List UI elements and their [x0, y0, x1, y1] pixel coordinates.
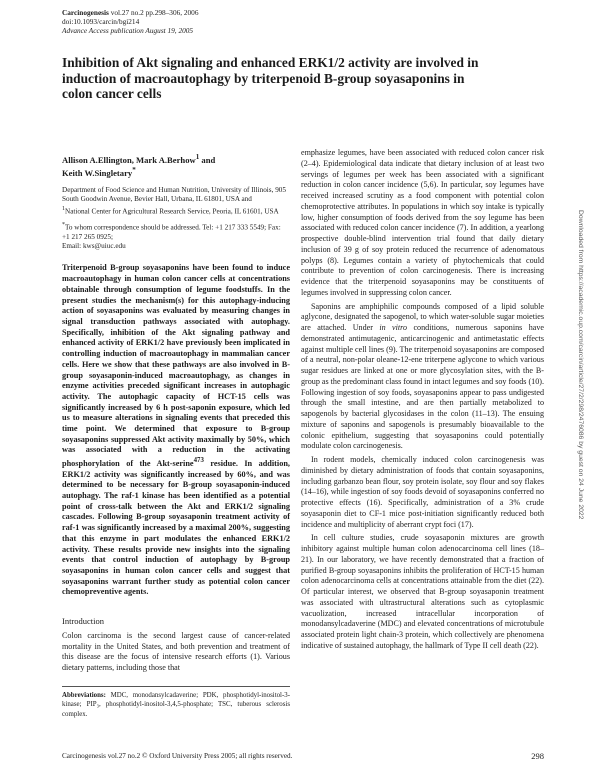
correspondence-email[interactable]: Email: kws@uiuc.edu — [62, 242, 126, 251]
citation-line — [62, 8, 362, 17]
affiliations — [62, 186, 290, 216]
volume-pages: vol.27 no.2 pp.298–306, 2006 — [108, 8, 199, 17]
article-title: Inhibition of Akt signaling and enhanced ERK1/2 activity are involved in induction of macroautophagy by triterpenoid B-group soyasaponins in colon cancer cells — [62, 55, 479, 101]
abstract-text-2: residue. In addition, ERK1/2 activity was significantly increased by 60%, and was determined to be necessary for B-group soyasaponin-induced autophagy. The raf-1 kinase has been identified as a potential point of cross-talk between the Akt and ERK1/2 signaling cascades. Following B-group soyasaponin treatment activity of raf-1 was significantly increased by a maximal 200%, suggesting that this enzyme in part modulates the enhanced ERK1/2 activity. These results provide new insights into the signaling events that control induction of autophagy by B-group soyasaponins in human colon cancer cells and suggest that soyasaponins warrant further study as potential colon cancer chemopreventive agents. — [62, 458, 290, 597]
right-column — [301, 148, 544, 652]
correspondence-text: To whom correspondence should be addressed. Tel: +1 217 333 5549; Fax: +1 217 265 0925; — [62, 223, 281, 241]
abbreviations-text: MDC, monodansylcadaverine; PDK, phosphotidyl-inositol-3-kinase; PIP₃, phosphotidyl-inositol-3,4,5-phosphate; TSC, tuberous sclerosis complex. — [62, 692, 290, 718]
body-paragraph-3: In rodent models, chemically induced colon carcinogenesis was diminished by dietary administration of foods that contain soyasaponins, including garbanzo bean flour, soy protein isolate, soy flour and soy flakes (14–16), while ingestion of soy foods devoid of soyasaponins conferred no protective effects (16). Specifically, administration of a 3% crude soyasaponin diet to CF-1 mice post-initiation significantly reduced both incidence and multiplicity of aberrant crypt foci (17). — [301, 455, 544, 529]
footnote-divider — [62, 686, 290, 687]
author-affil-mark: 1 — [195, 153, 200, 161]
body-paragraph-2 — [301, 302, 544, 453]
journal-name: Carcinogenesis — [62, 8, 109, 17]
affiliation-second: National Center for Agricultural Research Service, Peoria, IL 61601, USA — [65, 206, 279, 215]
correspondence-mark: * — [62, 222, 65, 229]
footer-copyright: Carcinogenesis vol.27 no.2 © Oxford University Press 2005; all rights reserved. — [62, 752, 293, 760]
corresponding-mark: * — [132, 166, 136, 175]
authors-and: and — [199, 154, 216, 165]
body-paragraph-1: emphasize legumes, have been associated with reduced colon cancer risk (2–4). Epidemiological data indicate that dietary inclusion of at least two servings of legumes per week has been associated with a significant reduction in colon cancer incidence (5,6). In particular, soy legumes have received increased scrutiny as a food component with potential colon chemoprotective attributes. In populations in which soy intake is typically low, higher consumption of foods derived from the soy legume has been associated with reduced colon cancer incidence (7). In addition, a yearlong prospective double-blind intervention trial found that daily dietary inclusion of 39 g of soy protein reduced the recurrence of adenomatous polyps (8). Legumes contain a variety of phytochemicals that could contribute to prevention of colon carcinogenesis. There is increasing evidence that the triterpenoid soyasaponins may be constituents of legumes involved in suppressing colon cancer. — [301, 148, 544, 297]
author-corresponding: Keith W.Singletary — [62, 168, 133, 179]
abbreviations-footnote — [62, 691, 290, 718]
abstract — [62, 263, 290, 598]
body-paragraph-2-a: Saponins are amphiphilic compounds composed of a lipid soluble aglycone, designated the sapogenol, to which water-soluble sugar moieties are attached. Under — [301, 301, 544, 332]
section-heading-introduction: Introduction — [62, 616, 105, 627]
left-column — [62, 148, 290, 719]
download-watermark: Downloaded from https://academic.oup.com/carcin/article/27/2/298/2476086 by guest on 24 June 2022 — [577, 210, 584, 520]
doi[interactable]: doi:10.1093/carcin/bgi214 — [62, 17, 140, 26]
advance-access-date: Advance Access publication August 19, 2005 — [62, 26, 194, 35]
introduction-paragraph: Colon carcinoma is the second largest cause of cancer-related mortality in the United States, and both prevention and treatment of this disease are the focus of intensive research efforts (1). Various dietary patterns, including those that — [62, 631, 290, 672]
body-paragraph-2-b: conditions, numerous saponins have demonstrated antimutagenic, anticarcinogenic and antimetastatic effects against multiple cell lines (9). The triterpenoid soyasaponins are composed of a neutral, non-polar oleane-12-ene triterpene aglycone to which various sugar residues are linked at one or more glycosylation sites, with the B-group as the predominant class found in intact legumes and soy foods (10). Following ingestion of soy foods, soyasaponins appear to pass undigested through the small intestine, and are then partially metabolized to sapogenols by bacterial glycosidases in the colon (11–13). The ensuing mixture of saponins and sapogenols is presumably bioavailable to the colonic epithelium, suggesting that soyasaponins could potentially modulate colon carcinogenesis. — [301, 323, 544, 451]
affiliation-main: Department of Food Science and Human Nutrition, University of Illinois, 905 South Goodwin Avenue, Bevier Hall, Urbana, IL 61801, USA and — [62, 185, 286, 204]
journal-header — [62, 8, 362, 35]
page-footer — [62, 752, 544, 762]
in-vitro-term: in vitro — [379, 323, 408, 332]
affiliation-mark: 1 — [62, 205, 65, 212]
abbreviations-label: Abbreviations: — [62, 692, 106, 700]
author-list — [62, 152, 290, 179]
abstract-superscript: 473 — [193, 457, 204, 465]
correspondence — [62, 221, 290, 251]
page-number: 298 — [531, 751, 544, 761]
authors-first: Allison A.Ellington, Mark A.Berhow — [62, 154, 196, 165]
body-paragraph-4: In cell culture studies, crude soyasaponin mixtures are growth inhibitory against multiple human colon adenocarcinoma cell lines (18–21). In our laboratory, we have recently demonstrated that a fraction of purified B-group soyasaponins inhibits the proliferation of HCT-15 human colon adenocarcinoma cells at concentrations attainable from the diet (22). Of particular interest, we observed that B-group soyasaponin treatment was associated with ultrastructural alterations such as cytoplasmic vacuolization, increased intracellular incorporation of monodansylcadaverine (MDC) and elevated concentrations of microtubule associated protein light chain-3 protein, which collectively are phenomena indicative of sustained autophagy, the hallmark of Type II cell death (22). — [301, 533, 544, 650]
abstract-text-1: Triterpenoid B-group soyasaponins have been found to induce macroautophagy in human colon cancer cells at concentrations obtainable through consumption of legume foodstuffs. In the present studies the mechanism(s) for this autophagy-inducing action of soyasaponins was evaluated by measuring changes in signal transduction pathways associated with autophagy. Specifically, inhibition of the Akt signaling pathway and enhanced activity of ERK1/2 have previously been implicated in controlling induction of macroautophagy in mammalian cancer cells. Here we show that these pathways are also involved in B-group soyasaponin-induced macroautophagy, as changes in enzyme activities preceded significant increases in autophagic activity. The autophagic capacity of HCT-15 cells was significantly increased by 6 h post-saponin exposure, which led us to measure alterations in signaling events that preceded this time point. We determined that exposure to B-group soyasaponins suppressed Akt activity maximally by 50%, which was associated with a reduction in the activating phosphorylation of the Akt-serine — [62, 263, 290, 468]
